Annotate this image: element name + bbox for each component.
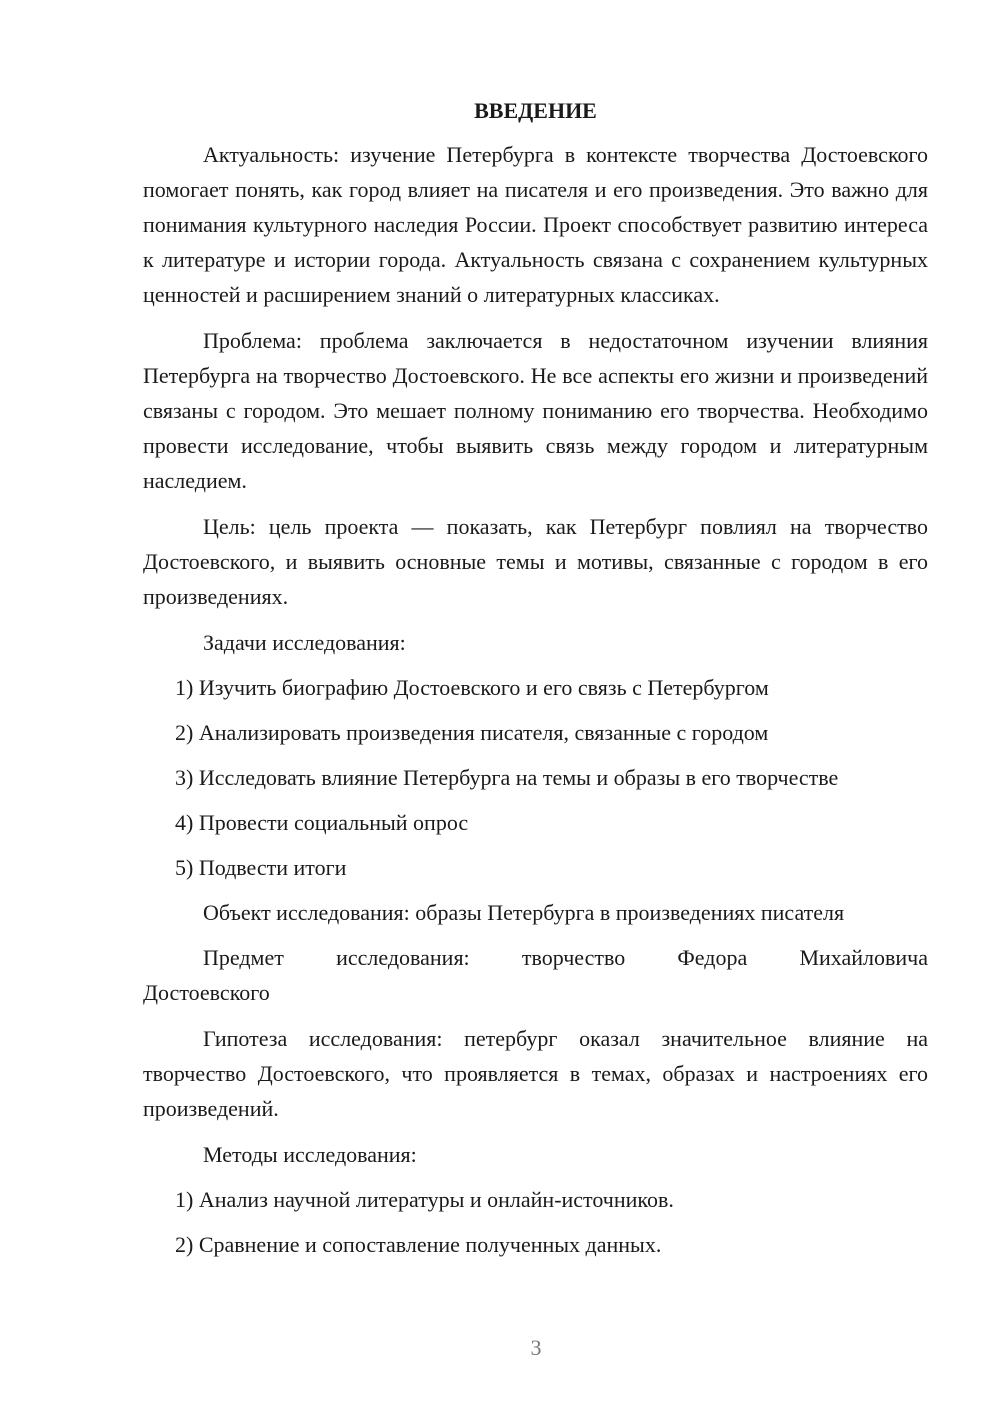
task-item: 1) Изучить биографию Достоевского и его связь с Петербургом [175, 675, 769, 700]
method-item: 2) Сравнение и сопоставление полученных данных. [175, 1232, 662, 1257]
problem-paragraph: Проблема: проблема заключается в недостаточном изучении влияния Петербурга на творчество Достоевского. Не все аспекты его жизни и произведений связаны с городом. Это мешает полному пониманию его творчества. Необходимо провести исследование, чтобы выявить связь между городом и литературным наследием. [143, 328, 928, 493]
section-heading: ВВЕДЕНИЕ [474, 98, 597, 123]
tasks-title: Задачи исследования: [203, 630, 406, 655]
object-line: Объект исследования: образы Петербурга в произведениях писателя [203, 900, 845, 925]
page-number: 3 [530, 1335, 542, 1360]
hypothesis-paragraph: Гипотеза исследования: петербург оказал значительное влияние на творчество Достоевского, что проявляется в темах, образах и настроениях его произведений. [143, 1026, 928, 1121]
task-item: 5) Подвести итоги [175, 855, 347, 880]
tasks-list [143, 670, 928, 885]
relevance-paragraph: Актуальность: изучение Петербурга в контексте творчества Достоевского помогает понять, как город влияет на писателя и его произведения. Это важно для понимания культурного наследия России. Проект способствует развитию интереса к литературе и истории города. Актуальность связана с сохранением культурных ценностей и расширением знаний о литературных классиках. [143, 142, 928, 307]
method-item: 1) Анализ научной литературы и онлайн-источников. [175, 1187, 674, 1212]
goal-paragraph: Цель: цель проекта — показать, как Петербург повлиял на творчество Достоевского, и выявить основные темы и мотивы, связанные с городом в его произведениях. [143, 514, 928, 609]
subject-line-1: Предмет исследования: творчество Федора Михайловича [203, 945, 928, 970]
task-item: 4) Провести социальный опрос [175, 810, 469, 835]
task-item: 2) Анализировать произведения писателя, связанные с городом [175, 720, 769, 745]
task-item: 3) Исследовать влияние Петербурга на темы и образы в его творчестве [175, 765, 839, 790]
methods-title: Методы исследования: [203, 1142, 417, 1167]
subject-paragraph [143, 940, 928, 1010]
methods-list [143, 1182, 928, 1262]
subject-line-2: Достоевского [143, 980, 270, 1005]
document-body [143, 96, 928, 1272]
